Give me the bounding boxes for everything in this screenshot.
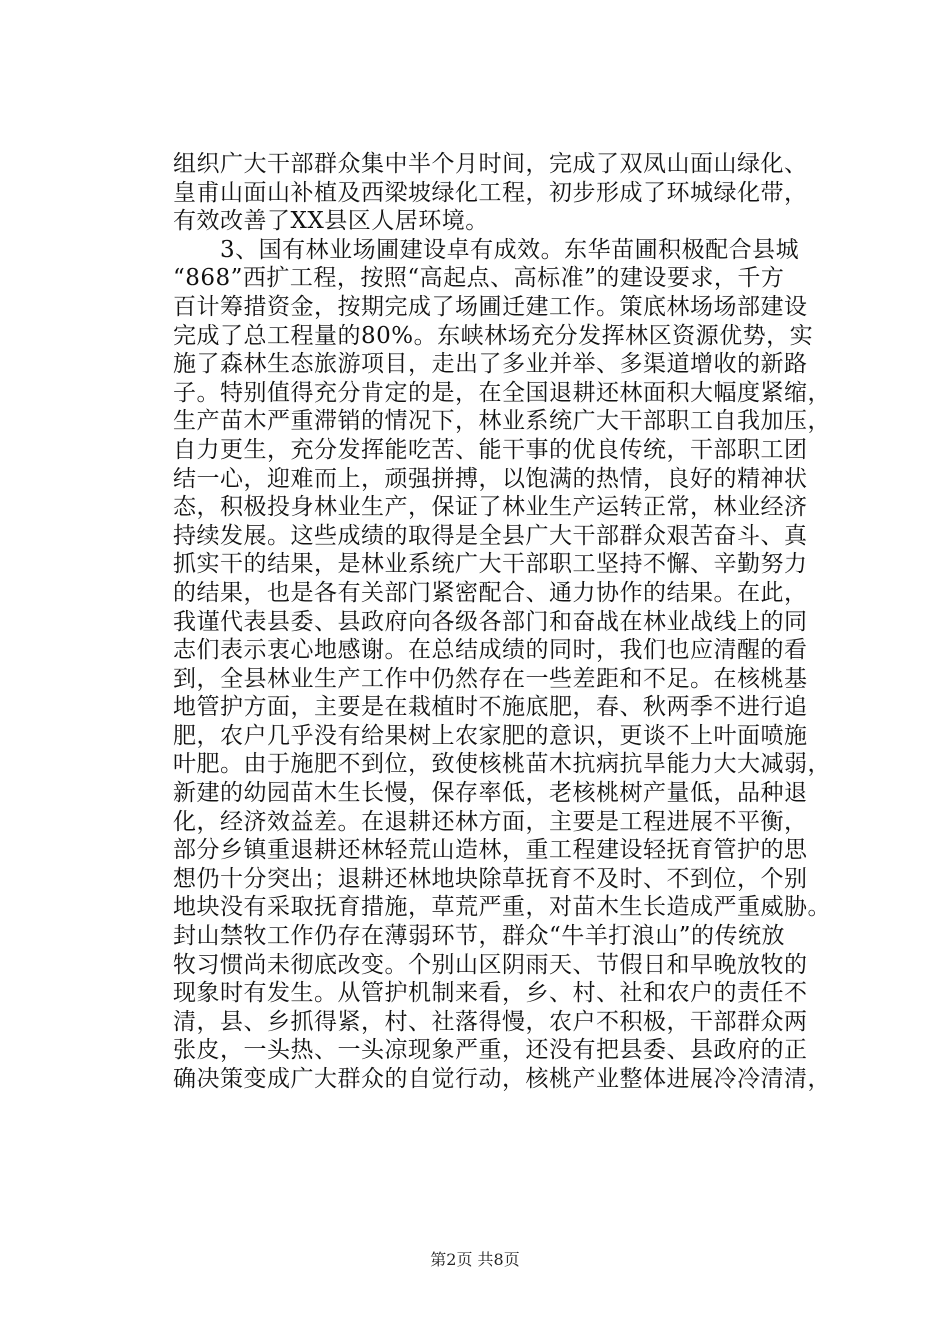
text-line: 3、国有林业场圃建设卓有成效。东华苗圃积极配合县城 <box>173 236 800 263</box>
text-line: “868”西扩工程，按照“高起点、高标准”的建设要求，千方 <box>173 265 785 292</box>
text-line: 皇甫山面山补植及西梁坡绿化工程，初步形成了环城绿化带， <box>173 179 808 206</box>
text-line: 地块没有采取抚育措施，草荒严重，对苗木生长造成严重威胁。 <box>173 894 831 921</box>
text-line: 子。特别值得充分肯定的是，在全国退耕还林面积大幅度紧缩， <box>173 379 831 406</box>
text-line: 新建的幼园苗木生长慢，保存率低，老核桃树产量低，品种退 <box>173 780 808 807</box>
text-line: 结一心，迎难而上，顽强拼搏，以饱满的热情，良好的精神状 <box>173 465 808 492</box>
text-line: 组织广大干部群众集中半个月时间，完成了双凤山面山绿化、 <box>173 151 808 177</box>
text-line: 志们表示衷心地感谢。在总结成绩的同时，我们也应清醒的看 <box>173 637 808 664</box>
body-paragraphs <box>173 150 873 1094</box>
text-line: 施了森林生态旅游项目，走出了多业并举、多渠道增收的新路 <box>173 351 808 378</box>
text-line: 的结果，也是各有关部门紧密配合、通力协作的结果。在此， <box>173 579 808 606</box>
text-line: 抓实干的结果，是林业系统广大干部职工坚持不懈、辛勤努力 <box>173 551 808 578</box>
text-line: 百计筹措资金，按期完成了场圃迁建工作。策底林场场部建设 <box>173 293 808 320</box>
text-line: 到，全县林业生产工作中仍然存在一些差距和不足。在核桃基 <box>173 665 808 692</box>
text-line: 张皮，一头热、一头凉现象严重，还没有把县委、县政府的正 <box>173 1037 808 1064</box>
text-line: 肥，农户几乎没有给果树上农家肥的意识，更谈不上叶面喷施 <box>173 722 808 749</box>
text-line: 封山禁牧工作仍存在薄弱环节，群众“牛羊打浪山”的传统放 <box>173 923 786 950</box>
text-line: 牧习惯尚未彻底改变。个别山区阴雨天、节假日和早晚放牧的 <box>173 951 808 978</box>
page-number-label: 第2页 共8页 <box>430 1250 520 1269</box>
text-line: 态，积极投身林业生产，保证了林业生产运转正常，林业经济 <box>173 494 808 521</box>
text-line: 生产苗木严重滞销的情况下，林业系统广大干部职工自我加压， <box>173 408 831 435</box>
text-line: 叶肥。由于施肥不到位，致使核桃苗木抗病抗旱能力大大减弱， <box>173 751 831 778</box>
text-line: 清，县、乡抓得紧，村、社落得慢，农户不积极，干部群众两 <box>173 1008 808 1035</box>
text-line: 有效改善了XX县区人居环境。 <box>173 208 489 235</box>
text-line: 确决策变成广大群众的自觉行动，核桃产业整体进展冷冷清清， <box>173 1066 831 1092</box>
text-line: 想仍十分突出；退耕还林地块除草抚育不及时、不到位，个别 <box>173 865 808 892</box>
text-line: 现象时有发生。从管护机制来看，乡、村、社和农户的责任不 <box>173 980 808 1007</box>
text-line: 部分乡镇重退耕还林轻荒山造林，重工程建设轻抚育管护的思 <box>173 837 808 864</box>
text-line: 自力更生，充分发挥能吃苦、能干事的优良传统，干部职工团 <box>173 436 808 463</box>
page-footer <box>0 1247 950 1270</box>
text-line: 地管护方面，主要是在栽植时不施底肥，春、秋两季不进行追 <box>173 694 808 721</box>
text-line: 完成了总工程量的80%。东峡林场充分发挥林区资源优势，实 <box>173 322 814 349</box>
text-line: 持续发展。这些成绩的取得是全县广大干部群众艰苦奋斗、真 <box>173 522 808 549</box>
text-line: 化，经济效益差。在退耕还林方面，主要是工程进展不平衡， <box>173 808 808 835</box>
text-line: 我谨代表县委、县政府向各级各部门和奋战在林业战线上的同 <box>173 608 808 635</box>
